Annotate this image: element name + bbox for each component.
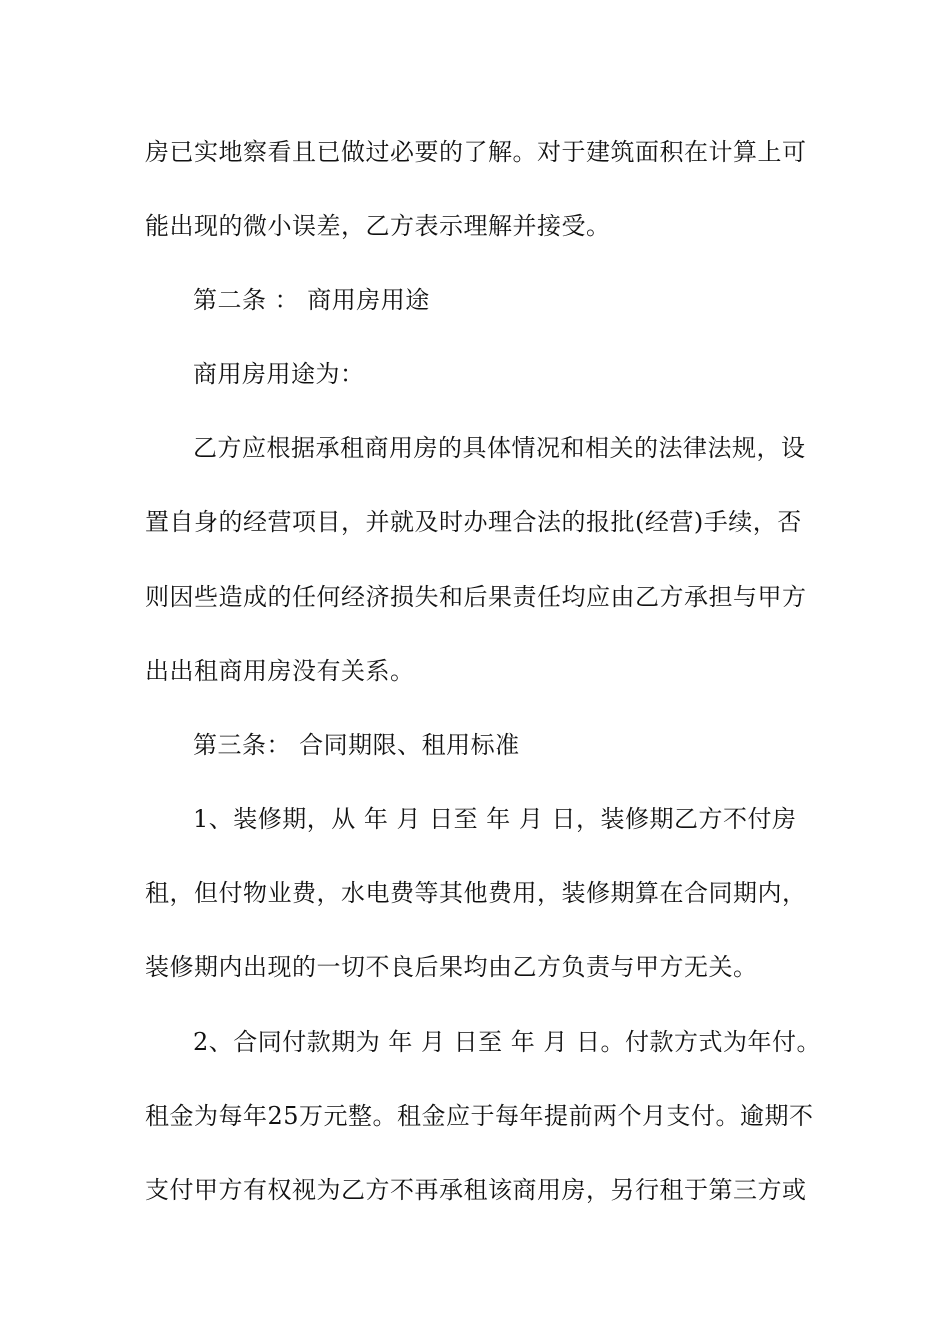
text-line: 1、装修期，从 年 月 日至 年 月 日，装修期乙方不付房: [193, 805, 797, 833]
text-line: 则因些造成的任何经济损失和后果责任均应由乙方承担与甲方: [145, 583, 807, 611]
text-line: 商用房用途为：: [193, 360, 365, 388]
section-heading: 第三条： 合同期限、租用标准: [193, 731, 520, 759]
text-line: 出出租商用房没有关系。: [145, 657, 415, 685]
text-line: 支付甲方有权视为乙方不再承租该商用房，另行租于第三方或: [145, 1176, 807, 1204]
text-line: 乙方应根据承租商用房的具体情况和相关的法律法规，设: [193, 434, 806, 462]
text-line: 能出现的微小误差，乙方表示理解并接受。: [145, 212, 611, 240]
text-line: 置自身的经营项目，并就及时办理合法的报批(经营)手续，否: [145, 508, 802, 536]
text-line: 装修期内出现的一切不良后果均由乙方负责与甲方无关。: [145, 953, 758, 981]
text-line: 租，但付物业费，水电费等其他费用，装修期算在合同期内，: [145, 879, 807, 907]
text-line: 2、合同付款期为 年 月 日至 年 月 日。付款方式为年付。: [193, 1028, 822, 1056]
text-line: 租金为每年25万元整。租金应于每年提前两个月支付。逾期不: [145, 1102, 814, 1130]
section-heading: 第二条 ： 商用房用途: [193, 286, 430, 314]
text-line: 房已实地察看且已做过必要的了解。对于建筑面积在计算上可: [145, 138, 807, 166]
